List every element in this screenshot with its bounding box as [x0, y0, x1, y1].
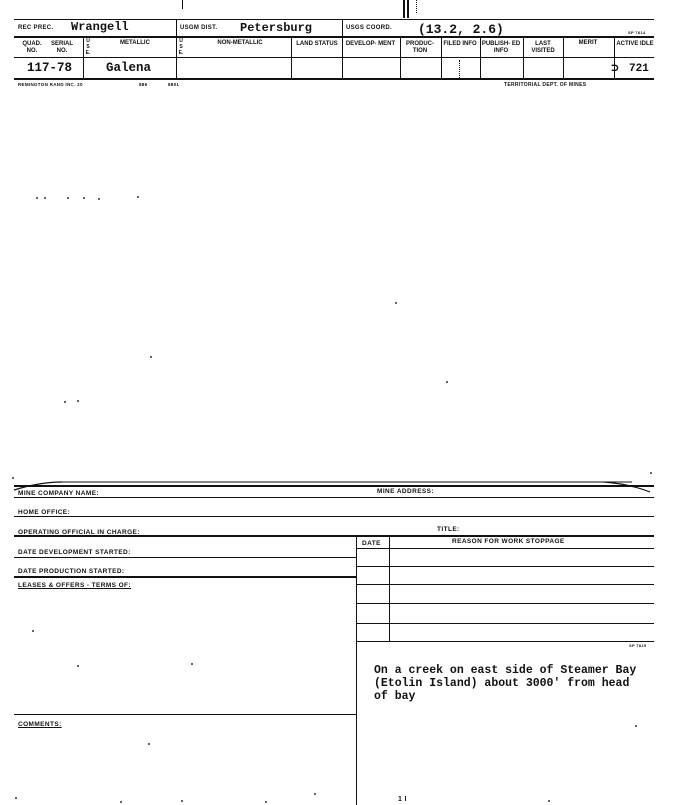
rule [342, 19, 343, 37]
speck [64, 401, 66, 403]
reason-column-header: REASON FOR WORK STOPPAGE [452, 538, 565, 545]
title-label: TITLE: [437, 526, 460, 533]
operating-official-label: OPERATING OFFICIAL IN CHARGE: [18, 529, 140, 536]
rule [176, 19, 177, 37]
back-form-code: SP 7815 [629, 643, 647, 648]
remarks-line: of bay [374, 690, 416, 703]
speck [36, 197, 38, 199]
speck [98, 198, 100, 200]
mine-address-label: MINE ADDRESS: [377, 488, 434, 495]
speck [77, 400, 79, 402]
bottom-mark: 1 I [398, 796, 407, 803]
col-production: PRODUC- TION [406, 41, 434, 54]
record-metallic: Galena [106, 61, 152, 75]
rule [14, 557, 356, 558]
col-filed-info: FILED INFO [443, 41, 477, 47]
rule [14, 497, 654, 498]
col-quad-no: QUAD. NO. [22, 41, 42, 54]
usgm-dist-value: Petersburg [240, 21, 313, 35]
speck [446, 381, 448, 383]
rule [14, 57, 654, 58]
col-metallic: METALLIC [120, 40, 150, 46]
printer-code-b: 8801 [168, 82, 180, 87]
rule [14, 576, 356, 578]
remarks-line: (Etolin Island) about 3000' from head [374, 677, 630, 690]
dotted-mark [459, 60, 460, 78]
rec-prec-value: Wrangell [71, 20, 129, 34]
speck [191, 663, 193, 665]
tick-mark [407, 0, 409, 18]
remarks-text [374, 664, 664, 703]
rule [356, 548, 654, 549]
rule [14, 485, 654, 487]
tick-mark [182, 0, 183, 9]
speck [32, 630, 34, 632]
home-office-label: HOME OFFICE: [18, 509, 71, 516]
col-land-status: LAND STATUS [296, 41, 338, 47]
usgm-dist-label: USGM DIST. [180, 25, 218, 31]
col-non-metallic: NON-METALLIC [217, 40, 263, 46]
printer-imprint: REMINGTON RAND INC. 20 [18, 82, 83, 87]
speck [635, 725, 637, 727]
speck [44, 197, 46, 199]
speck [77, 665, 79, 667]
col-published-info: PUBLISH- ED INFO [481, 41, 521, 54]
col-development: DEVELOP- MENT [345, 41, 396, 47]
remarks-line: On a creek on east side of Steamer Bay [374, 664, 637, 677]
col-active-idle: ACTIVE IDLE [616, 41, 654, 47]
col-use: U S E. [85, 38, 91, 56]
check-mark: ⊃ [611, 61, 619, 76]
record-active-idle: 721 [629, 63, 649, 75]
rule [356, 623, 654, 624]
rule [14, 714, 356, 715]
rule [14, 516, 654, 517]
speck [265, 801, 267, 803]
speck [148, 743, 150, 745]
speck [67, 197, 69, 199]
rule [14, 36, 654, 38]
speck [15, 797, 17, 799]
speck [137, 196, 139, 198]
rule [356, 603, 654, 604]
usgs-coord-value: (13.2, 2.6) [418, 22, 504, 37]
printer-code-a: 886 [139, 82, 148, 87]
tick-mark [403, 0, 405, 18]
speck [120, 801, 122, 803]
rec-prec-label: REC PREC. [18, 25, 54, 31]
date-development-label: DATE DEVELOPMENT STARTED: [18, 549, 131, 556]
leases-label: LEASES & OFFERS - TERMS OF: [18, 582, 131, 589]
col-use-2: U S E. [178, 38, 184, 56]
rule [356, 535, 357, 805]
speck [548, 800, 550, 802]
record-quad-serial: 117-78 [27, 61, 73, 75]
rule [14, 78, 654, 80]
rule [389, 535, 390, 642]
date-production-label: DATE PRODUCTION STARTED: [18, 568, 125, 575]
speck [395, 302, 397, 304]
comments-label: COMMENTS: [18, 721, 62, 728]
rule [356, 584, 654, 585]
rule [356, 641, 654, 642]
col-last-visited: LAST VISITED [531, 41, 555, 54]
date-column-header: DATE [362, 540, 381, 547]
department-imprint: TERRITORIAL DEPT. OF MINES [504, 82, 587, 88]
tick-mark [416, 0, 417, 13]
speck [150, 356, 152, 358]
rule [356, 566, 654, 567]
usgs-coord-label: USGS COORD. [346, 25, 392, 31]
speck [181, 800, 183, 802]
form-code: SP 7814 [628, 30, 646, 35]
speck [314, 793, 316, 795]
mine-company-name-label: MINE COMPANY NAME: [18, 490, 99, 497]
col-serial-no: SERIAL NO. [50, 41, 73, 54]
rule [14, 535, 654, 537]
col-merit: MERIT [578, 40, 598, 46]
speck [83, 197, 85, 199]
